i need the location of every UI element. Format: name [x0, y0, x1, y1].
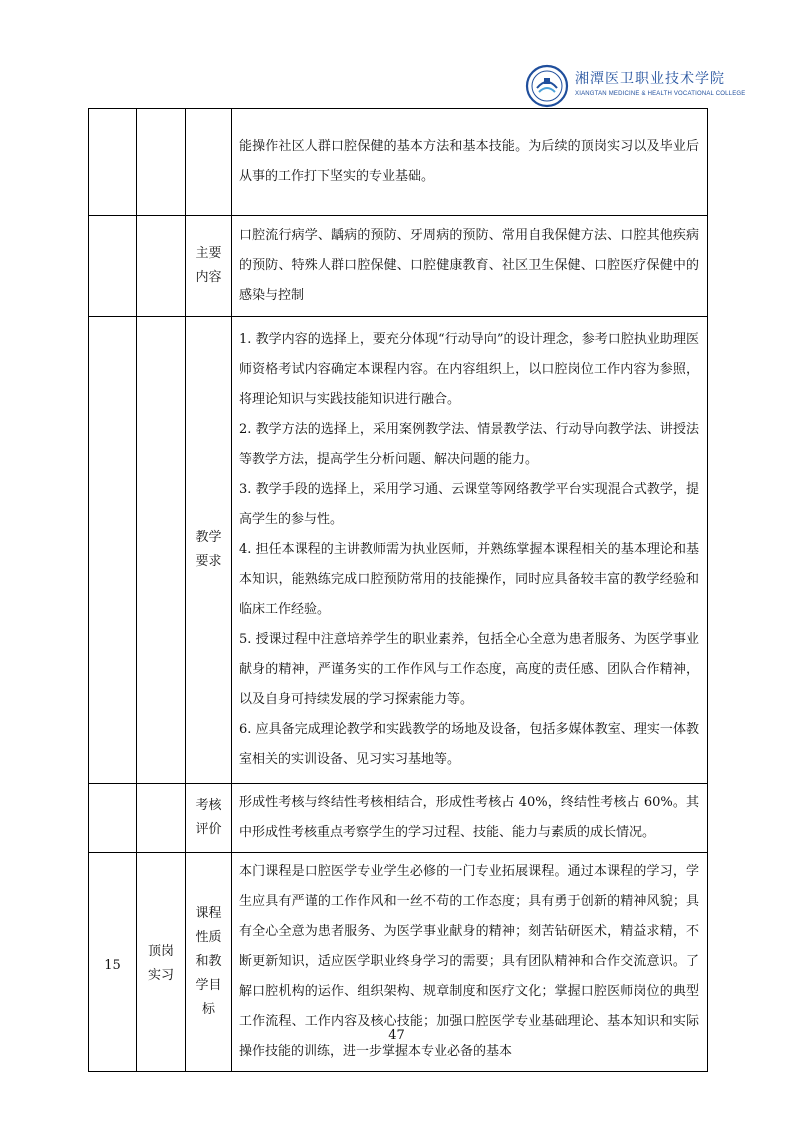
school-logo — [525, 64, 746, 108]
requirement-item: 5. 授课过程中注意培养学生的职业素养，包括全心全意为患者服务、为医学事业献身的精神，严谨务实的工作作风与工作态度，高度的责任感、团队合作精神，以及自身可持续发展的学习探索能力等。 — [239, 632, 699, 707]
index-cell — [89, 216, 137, 317]
table-row — [89, 216, 708, 317]
label-cell — [186, 784, 232, 853]
main-content-text: 口腔流行病学、龋病的预防、牙周病的预防、常用自我保健方法、口腔其他疾病的预防、特殊人群口腔保健、口腔健康教育、社区卫生保健、口腔医疗保健中的感染与控制 — [239, 228, 699, 303]
course-name-cell — [137, 109, 186, 216]
table-row — [89, 109, 708, 216]
course-objective-text: 本门课程是口腔医学专业学生必修的一门专业拓展课程。通过本课程的学习，学生应具有严谨的工作作风和一丝不苟的工作态度；具有勇于创新的精神风貌；具有全心全意为患者服务、为医学事业献身的精神；刻苦钻研医术，精益求精，不断更新知识，适应医学职业终身学习的需要；具有团队精神和合作交流意识。了解口腔机构的运作、组织架构、规章制度和医疗文化；掌握口腔医师岗位的典型工作流程、工作内容及核心技能；加强口腔医学专业基础理论、基本知识和实际操作技能的训练，进一步掌握本专业必备的基本 — [239, 864, 699, 1059]
continuation-text: 能操作社区人群口腔保健的基本方法和基本技能。为后续的顶岗实习以及毕业后从事的工作打下坚实的专业基础。 — [239, 139, 699, 184]
course-name-cell — [137, 784, 186, 853]
index-cell — [89, 317, 137, 784]
label-cell — [186, 216, 232, 317]
course-name-cell — [137, 317, 186, 784]
course-name-cell — [137, 216, 186, 317]
index-cell — [89, 109, 137, 216]
section-label: 教学要求 — [195, 530, 222, 569]
table-row — [89, 784, 708, 853]
label-cell — [186, 317, 232, 784]
requirement-item: 2. 教学方法的选择上，采用案例教学法、情景教学法、行动导向教学法、讲授法等教学方法，提高学生分析问题、解决问题的能力。 — [239, 422, 699, 467]
school-emblem-icon — [525, 64, 569, 108]
school-name-en: XIANGTAN MEDICINE & HEALTH VOCATIONAL COLLEGE — [575, 91, 746, 97]
row-number: 15 — [104, 957, 121, 973]
label-cell — [186, 109, 232, 216]
requirement-item: 3. 教学手段的选择上，采用学习通、云课堂等网络教学平台实现混合式教学，提高学生的参与性。 — [239, 482, 699, 527]
index-cell — [89, 784, 137, 853]
course-name: 顶岗实习 — [147, 944, 174, 983]
content-cell — [232, 317, 708, 784]
section-label: 考核评价 — [195, 798, 222, 837]
table-row — [89, 317, 708, 784]
content-cell — [232, 109, 708, 216]
requirement-item: 6. 应具备完成理论教学和实践教学的场地及设备，包括多媒体教室、理实一体教室相关的实训设备、见习实习基地等。 — [239, 722, 699, 767]
section-label: 课程性质和教学目标 — [195, 906, 222, 1017]
requirement-item: 1. 教学内容的选择上，要充分体现“行动导向”的设计理念，参考口腔执业助理医师资格考试内容确定本课程内容。在内容组织上，以口腔岗位工作内容为参照，将理论知识与实践技能知识进行融合。 — [239, 332, 699, 407]
evaluation-text: 形成性考核与终结性考核相结合，形成性考核占 40%，终结性考核占 60%。其中形成性考核重点考察学生的学习过程、技能、能力与素质的成长情况。 — [239, 795, 699, 840]
content-cell — [232, 216, 708, 317]
content-cell — [232, 784, 708, 853]
course-table — [88, 108, 708, 1072]
page-number: 47 — [388, 1028, 405, 1043]
requirement-item: 4. 担任本课程的主讲教师需为执业医师，并熟练掌握本课程相关的基本理论和基本知识，能熟练完成口腔预防常用的技能操作，同时应具备较丰富的教学经验和临床工作经验。 — [239, 542, 699, 617]
school-name: 湘潭医卫职业技术学院 — [575, 71, 725, 87]
section-label: 主要内容 — [195, 246, 222, 285]
